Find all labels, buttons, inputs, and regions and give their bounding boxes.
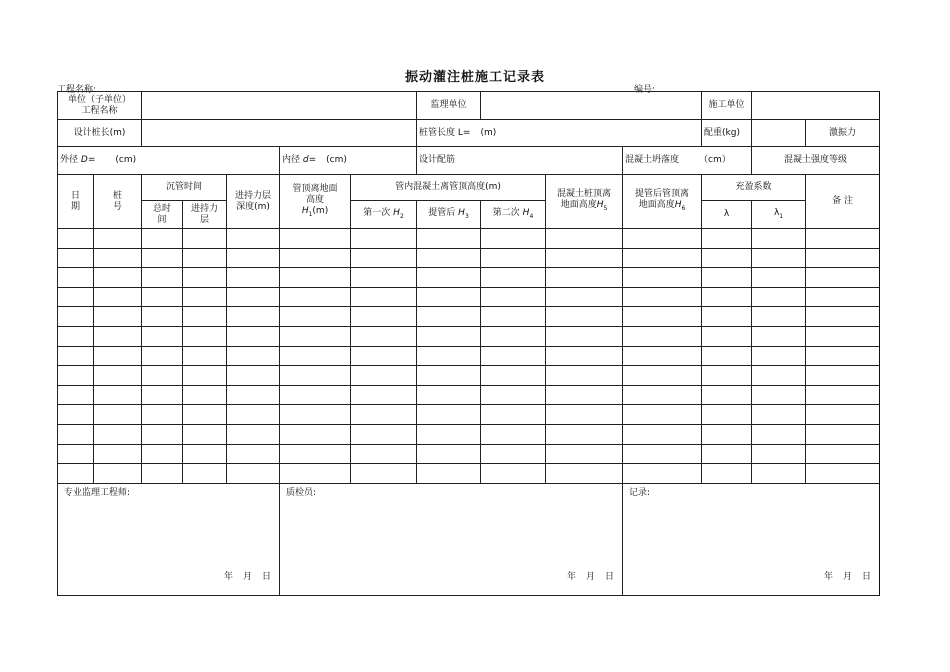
table-row <box>58 464 880 484</box>
unit-name-field[interactable] <box>142 92 417 120</box>
outer-diameter-unit: (cm) <box>115 155 137 165</box>
data-cell[interactable] <box>481 326 546 346</box>
data-cell[interactable] <box>142 464 183 484</box>
data-cell[interactable] <box>417 464 481 484</box>
data-cell[interactable] <box>351 326 417 346</box>
data-cell[interactable] <box>94 307 142 327</box>
supervisor-field[interactable] <box>481 92 702 120</box>
data-cell[interactable] <box>546 366 623 386</box>
data-cell[interactable] <box>142 424 183 444</box>
data-cell[interactable] <box>806 268 880 288</box>
header-pile-no: 桩号 <box>94 175 142 229</box>
data-cell[interactable] <box>752 268 806 288</box>
data-cell[interactable] <box>546 405 623 425</box>
data-cell[interactable] <box>702 248 752 268</box>
data-cell[interactable] <box>481 248 546 268</box>
data-cell[interactable] <box>227 405 280 425</box>
data-cell[interactable] <box>142 444 183 464</box>
data-cell[interactable] <box>351 229 417 249</box>
data-cell[interactable] <box>481 268 546 288</box>
data-cell[interactable] <box>546 346 623 366</box>
project-name-label: 工程名称: <box>57 85 97 95</box>
table-row <box>58 405 880 425</box>
data-cell[interactable] <box>702 366 752 386</box>
data-cell[interactable] <box>183 229 227 249</box>
data-cell[interactable] <box>58 366 94 386</box>
table-row <box>58 366 880 386</box>
table-row <box>58 248 880 268</box>
header-lambda1: $\lambda_1$ <box>752 201 806 229</box>
data-cell[interactable] <box>280 405 351 425</box>
weight-field[interactable] <box>752 120 806 147</box>
data-cell[interactable] <box>702 229 752 249</box>
data-cell[interactable] <box>227 385 280 405</box>
data-cell[interactable] <box>702 444 752 464</box>
vibrator-label: 激振力 <box>806 120 880 147</box>
data-cell[interactable] <box>417 229 481 249</box>
data-cell[interactable] <box>58 307 94 327</box>
data-cell[interactable] <box>280 229 351 249</box>
header-sink-time: 沉管时间 <box>142 175 227 201</box>
data-cell[interactable] <box>142 385 183 405</box>
data-cell[interactable] <box>752 326 806 346</box>
data-cell[interactable] <box>481 307 546 327</box>
data-cell[interactable] <box>702 405 752 425</box>
table-row <box>58 229 880 249</box>
data-cell[interactable] <box>417 424 481 444</box>
data-cell[interactable] <box>417 346 481 366</box>
data-cell[interactable] <box>481 444 546 464</box>
rebar-label: 设计配筋 <box>417 147 623 175</box>
data-cell[interactable] <box>481 424 546 444</box>
data-cell[interactable] <box>752 366 806 386</box>
unit-label-line2: 工程名称 <box>81 105 118 116</box>
data-cell[interactable] <box>752 464 806 484</box>
data-cell[interactable] <box>58 405 94 425</box>
header-lift-top: 提管后管顶离 地面高度$H_6$ <box>623 175 702 229</box>
table-row <box>58 326 880 346</box>
data-cell[interactable] <box>94 385 142 405</box>
data-cell[interactable] <box>94 346 142 366</box>
data-cell[interactable] <box>142 346 183 366</box>
data-cell[interactable] <box>546 444 623 464</box>
data-cell[interactable] <box>417 268 481 288</box>
data-cell[interactable] <box>142 366 183 386</box>
data-cell[interactable] <box>417 326 481 346</box>
data-cell[interactable] <box>227 268 280 288</box>
data-cell[interactable] <box>142 405 183 425</box>
grade-label: 混凝土强度等级 <box>752 147 880 175</box>
data-cell[interactable] <box>351 444 417 464</box>
data-cell[interactable] <box>58 346 94 366</box>
data-cell[interactable] <box>623 346 702 366</box>
data-cell[interactable] <box>351 424 417 444</box>
data-cell[interactable] <box>702 287 752 307</box>
data-cell[interactable] <box>546 307 623 327</box>
data-cell[interactable] <box>94 248 142 268</box>
data-cell[interactable] <box>183 287 227 307</box>
data-cell[interactable] <box>183 307 227 327</box>
data-cell[interactable] <box>481 405 546 425</box>
data-cell[interactable] <box>702 385 752 405</box>
table-row <box>58 385 880 405</box>
data-cell[interactable] <box>58 444 94 464</box>
data-cell[interactable] <box>546 229 623 249</box>
header-fill-factor: 充盈系数 <box>702 175 806 201</box>
data-cell[interactable] <box>623 307 702 327</box>
header-bearing-time: 进持力层 <box>183 201 227 229</box>
unit-label-line1: 单位（子单位） <box>68 94 132 105</box>
data-cell[interactable] <box>280 248 351 268</box>
data-cell[interactable] <box>806 229 880 249</box>
supervisor-label: 监理单位 <box>417 92 481 120</box>
data-cell[interactable] <box>417 385 481 405</box>
header-second: 第二次 $H_4$ <box>481 201 546 229</box>
data-cell[interactable] <box>280 366 351 386</box>
table-row <box>58 268 880 288</box>
data-cell[interactable] <box>280 385 351 405</box>
header-after-lift: 提管后 $H_3$ <box>417 201 481 229</box>
data-cell[interactable] <box>752 229 806 249</box>
table-row <box>58 424 880 444</box>
data-cell[interactable] <box>58 268 94 288</box>
data-cell[interactable] <box>280 424 351 444</box>
table-row <box>58 346 880 366</box>
header-inner-concrete: 管内混凝土离管顶高度(m) <box>351 175 546 201</box>
data-cell[interactable] <box>58 385 94 405</box>
inner-diameter-eq: = <box>308 155 317 165</box>
data-cell[interactable] <box>546 424 623 444</box>
data-cell[interactable] <box>183 268 227 288</box>
serial-number-label: 编号: <box>634 85 656 95</box>
data-cell[interactable] <box>806 424 880 444</box>
data-cell[interactable] <box>752 385 806 405</box>
engineer-label: 专业监理工程师: <box>64 487 131 498</box>
table-row <box>58 444 880 464</box>
tube-length-cell[interactable] <box>417 120 702 147</box>
data-cell[interactable] <box>280 287 351 307</box>
data-cell[interactable] <box>351 366 417 386</box>
data-cell[interactable] <box>623 248 702 268</box>
table-row <box>58 287 880 307</box>
header-first: 第一次 $H_2$ <box>351 201 417 229</box>
data-cell[interactable] <box>94 366 142 386</box>
data-cell[interactable] <box>227 307 280 327</box>
data-cell[interactable] <box>227 424 280 444</box>
data-cell[interactable] <box>58 326 94 346</box>
data-cell[interactable] <box>280 444 351 464</box>
data-cell[interactable] <box>702 464 752 484</box>
pile-record-table <box>57 91 880 596</box>
data-cell[interactable] <box>183 366 227 386</box>
data-cell[interactable] <box>351 307 417 327</box>
data-cell[interactable] <box>417 287 481 307</box>
engineer-date: 年 月 日 <box>223 571 272 582</box>
recorder-label: 记录: <box>629 487 651 498</box>
data-cell[interactable] <box>351 405 417 425</box>
data-cell[interactable] <box>94 268 142 288</box>
data-cell[interactable] <box>58 229 94 249</box>
data-cell[interactable] <box>227 444 280 464</box>
data-cell[interactable] <box>702 326 752 346</box>
data-cell[interactable] <box>417 307 481 327</box>
data-cell[interactable] <box>702 307 752 327</box>
data-cell[interactable] <box>481 287 546 307</box>
data-cell[interactable] <box>623 229 702 249</box>
slump-unit: （cm） <box>699 155 731 165</box>
header-date: 日期 <box>58 175 94 229</box>
data-cell[interactable] <box>806 326 880 346</box>
inspector-date: 年 月 日 <box>566 571 615 582</box>
data-cell[interactable] <box>806 366 880 386</box>
data-cell[interactable] <box>94 326 142 346</box>
data-cell[interactable] <box>806 307 880 327</box>
header-lambda: λ <box>702 201 752 229</box>
data-cell[interactable] <box>417 366 481 386</box>
data-cell[interactable] <box>546 287 623 307</box>
data-cell[interactable] <box>227 229 280 249</box>
data-cell[interactable] <box>351 464 417 484</box>
unit-name-label-cell <box>58 92 142 120</box>
data-cell[interactable] <box>183 385 227 405</box>
data-cell[interactable] <box>806 464 880 484</box>
data-cell[interactable] <box>280 346 351 366</box>
inner-diameter-cell[interactable] <box>280 147 417 175</box>
data-cell[interactable] <box>351 346 417 366</box>
data-cell[interactable] <box>623 464 702 484</box>
data-cell[interactable] <box>142 229 183 249</box>
data-cell[interactable] <box>183 444 227 464</box>
data-cell[interactable] <box>623 287 702 307</box>
inspector-label: 质检员: <box>286 487 317 498</box>
data-cell[interactable] <box>623 268 702 288</box>
data-cell[interactable] <box>183 464 227 484</box>
engineer-signature-cell[interactable] <box>58 483 280 595</box>
data-cell[interactable] <box>227 346 280 366</box>
data-cell[interactable] <box>481 366 546 386</box>
data-cell[interactable] <box>546 248 623 268</box>
data-cell[interactable] <box>702 346 752 366</box>
data-cell[interactable] <box>623 326 702 346</box>
data-cell[interactable] <box>806 444 880 464</box>
data-cell[interactable] <box>142 326 183 346</box>
header-remarks: 备 注 <box>806 175 880 229</box>
inner-diameter-var: d <box>302 155 309 165</box>
data-cell[interactable] <box>94 405 142 425</box>
data-rows <box>58 229 880 484</box>
data-cell[interactable] <box>280 326 351 346</box>
data-cell[interactable] <box>481 464 546 484</box>
data-cell[interactable] <box>94 424 142 444</box>
construction-unit-field[interactable] <box>752 92 880 120</box>
data-cell[interactable] <box>351 385 417 405</box>
data-cell[interactable] <box>417 248 481 268</box>
data-cell[interactable] <box>623 444 702 464</box>
data-cell[interactable] <box>752 405 806 425</box>
data-cell[interactable] <box>752 287 806 307</box>
data-cell[interactable] <box>142 268 183 288</box>
data-cell[interactable] <box>417 444 481 464</box>
data-cell[interactable] <box>546 464 623 484</box>
data-cell[interactable] <box>58 248 94 268</box>
data-cell[interactable] <box>280 464 351 484</box>
header-bearing-depth: 进持力层深度(m) <box>227 175 280 229</box>
outer-diameter-eq: = <box>87 155 96 165</box>
header-total-time: 总时间 <box>142 201 183 229</box>
tube-length-label: 桩管长度 L= <box>419 127 471 138</box>
data-cell[interactable] <box>481 229 546 249</box>
data-cell[interactable] <box>183 405 227 425</box>
inspector-signature-cell[interactable] <box>280 483 623 595</box>
inner-diameter-label: 内径 <box>282 155 301 165</box>
data-cell[interactable] <box>752 346 806 366</box>
data-cell[interactable] <box>280 268 351 288</box>
header-tube-top: 管顶离地面 高度 $H_1(m)$ <box>280 175 351 229</box>
data-cell[interactable] <box>142 287 183 307</box>
data-cell[interactable] <box>280 307 351 327</box>
design-length-label: 设计桩长(m) <box>58 120 142 147</box>
data-cell[interactable] <box>481 385 546 405</box>
data-cell[interactable] <box>623 366 702 386</box>
data-cell[interactable] <box>58 424 94 444</box>
data-cell[interactable] <box>142 248 183 268</box>
data-cell[interactable] <box>702 424 752 444</box>
outer-diameter-var: D <box>80 155 88 165</box>
slump-cell[interactable] <box>623 147 752 175</box>
data-cell[interactable] <box>94 464 142 484</box>
data-cell[interactable] <box>481 346 546 366</box>
data-cell[interactable] <box>806 287 880 307</box>
data-cell[interactable] <box>58 287 94 307</box>
form-title: 振动灌注桩施工记录表 <box>404 70 545 85</box>
data-cell[interactable] <box>227 326 280 346</box>
recorder-signature-cell[interactable] <box>623 483 880 595</box>
data-cell[interactable] <box>227 366 280 386</box>
data-cell[interactable] <box>546 326 623 346</box>
data-cell[interactable] <box>623 405 702 425</box>
data-cell[interactable] <box>752 248 806 268</box>
data-cell[interactable] <box>752 424 806 444</box>
slump-label: 混凝土坍落度 <box>625 155 680 165</box>
inner-diameter-unit: (cm) <box>326 155 347 165</box>
data-cell[interactable] <box>183 346 227 366</box>
data-cell[interactable] <box>806 385 880 405</box>
data-cell[interactable] <box>752 444 806 464</box>
data-cell[interactable] <box>806 405 880 425</box>
data-cell[interactable] <box>94 287 142 307</box>
data-cell[interactable] <box>58 464 94 484</box>
data-cell[interactable] <box>183 326 227 346</box>
data-cell[interactable] <box>94 229 142 249</box>
data-cell[interactable] <box>227 464 280 484</box>
data-cell[interactable] <box>351 248 417 268</box>
data-cell[interactable] <box>94 444 142 464</box>
tube-length-unit: (m) <box>480 127 497 138</box>
data-cell[interactable] <box>183 424 227 444</box>
data-cell[interactable] <box>351 268 417 288</box>
outer-diameter-label: 外径 <box>60 155 79 165</box>
data-cell[interactable] <box>546 268 623 288</box>
data-cell[interactable] <box>623 424 702 444</box>
data-cell[interactable] <box>227 287 280 307</box>
data-cell[interactable] <box>351 287 417 307</box>
design-length-field[interactable] <box>142 120 417 147</box>
recorder-date: 年 月 日 <box>824 571 872 582</box>
header-pile-top: 混凝土桩顶离 地面高度$H_5$ <box>546 175 623 229</box>
data-cell[interactable] <box>142 307 183 327</box>
data-cell[interactable] <box>702 268 752 288</box>
construction-unit-label: 施工单位 <box>702 92 752 120</box>
data-cell[interactable] <box>183 248 227 268</box>
data-cell[interactable] <box>546 385 623 405</box>
data-cell[interactable] <box>752 307 806 327</box>
table-row <box>58 307 880 327</box>
data-cell[interactable] <box>227 248 280 268</box>
data-cell[interactable] <box>623 385 702 405</box>
weight-label: 配重(kg) <box>702 120 752 147</box>
data-cell[interactable] <box>806 346 880 366</box>
outer-diameter-cell[interactable] <box>58 147 280 175</box>
data-cell[interactable] <box>806 248 880 268</box>
data-cell[interactable] <box>417 405 481 425</box>
